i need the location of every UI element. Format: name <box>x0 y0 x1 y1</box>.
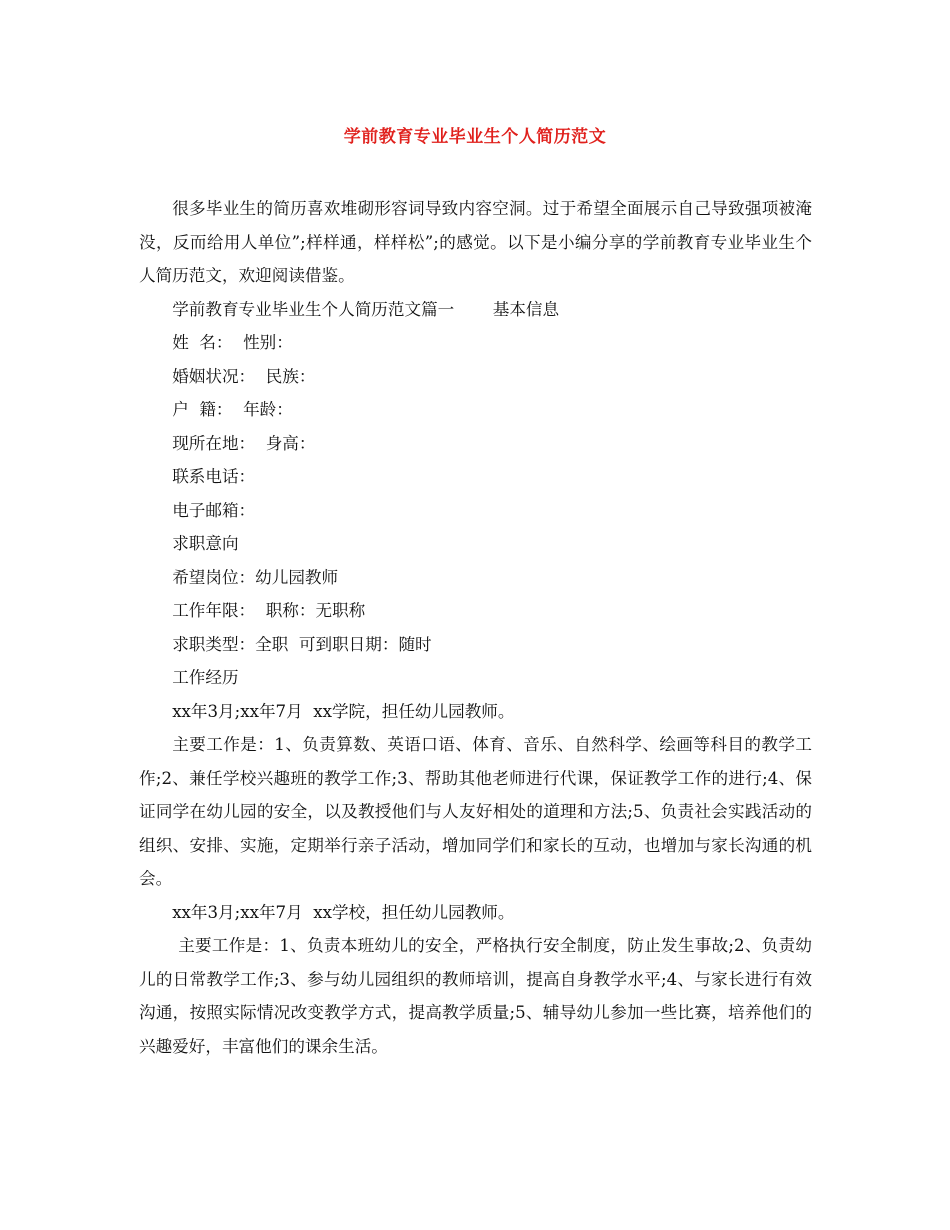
work-years-title-line: 工作年限： 职称：无职称 <box>172 601 366 620</box>
job1-duties-paragraph: 主要工作是：1、负责算数、英语口语、体育、音乐、自然科学、绘画等科目的教学工作;2、兼任学校兴趣班的教学工作;3、帮助其他老师进行代课，保证教学工作的进行;4、保证同学在幼儿园的安全，以及教授他们与人友好相处的道理和方法;5、负责社会实践活动的组织、安排、实施，定期举行亲子活动，增加同学们和家长的互动，也增加与家长沟通的机会。 <box>139 735 812 888</box>
desired-position-line: 希望岗位：幼儿园教师 <box>172 567 339 587</box>
intro-paragraph: 很多毕业生的简历喜欢堆砌形容词导致内容空洞。过于希望全面展示自己导致强项被淹没，反而给用人单位”;样样通，样样松”;的感觉。以下是小编分享的学前教育专业毕业生个人简历范文，欢迎阅读借鉴。 <box>139 199 812 285</box>
section-heading: 学前教育专业毕业生个人简历范文篇一 基本信息 <box>172 299 560 319</box>
phone-line: 联系电话： <box>172 467 256 486</box>
job-type-date-line: 求职类型：全职 可到职日期：随时 <box>172 634 432 654</box>
email-line: 电子邮箱： <box>172 500 256 520</box>
document-body <box>139 192 812 1063</box>
household-age-line: 户 籍： 年龄： <box>172 400 293 419</box>
location-height-line: 现所在地： 身高： <box>172 433 316 453</box>
job-intent-heading: 求职意向 <box>172 534 239 553</box>
marital-ethnicity-line: 婚姻状况： 民族： <box>172 366 316 386</box>
job1-period-line: xx年3月;xx年7月 xx学院，担任幼儿园教师。 <box>172 701 515 721</box>
document-title: 学前教育专业毕业生个人简历范文 <box>343 127 607 147</box>
name-gender-line: 姓 名： 性别： <box>172 333 293 352</box>
job2-duties-paragraph: 主要工作是：1、负责本班幼儿的安全，严格执行安全制度，防止发生事故;2、负责幼儿的日常教学工作;3、参与幼儿园组织的教师培训，提高自身教学水平;4、与家长进行有效沟通，按照实际情况改变教学方式，提高教学质量;5、辅导幼儿参加一些比赛，培养他们的兴趣爱好，丰富他们的课余生活。 <box>139 936 812 1056</box>
work-experience-heading: 工作经历 <box>172 668 239 687</box>
job2-period-line: xx年3月;xx年7月 xx学校，担任幼儿园教师。 <box>172 902 515 922</box>
